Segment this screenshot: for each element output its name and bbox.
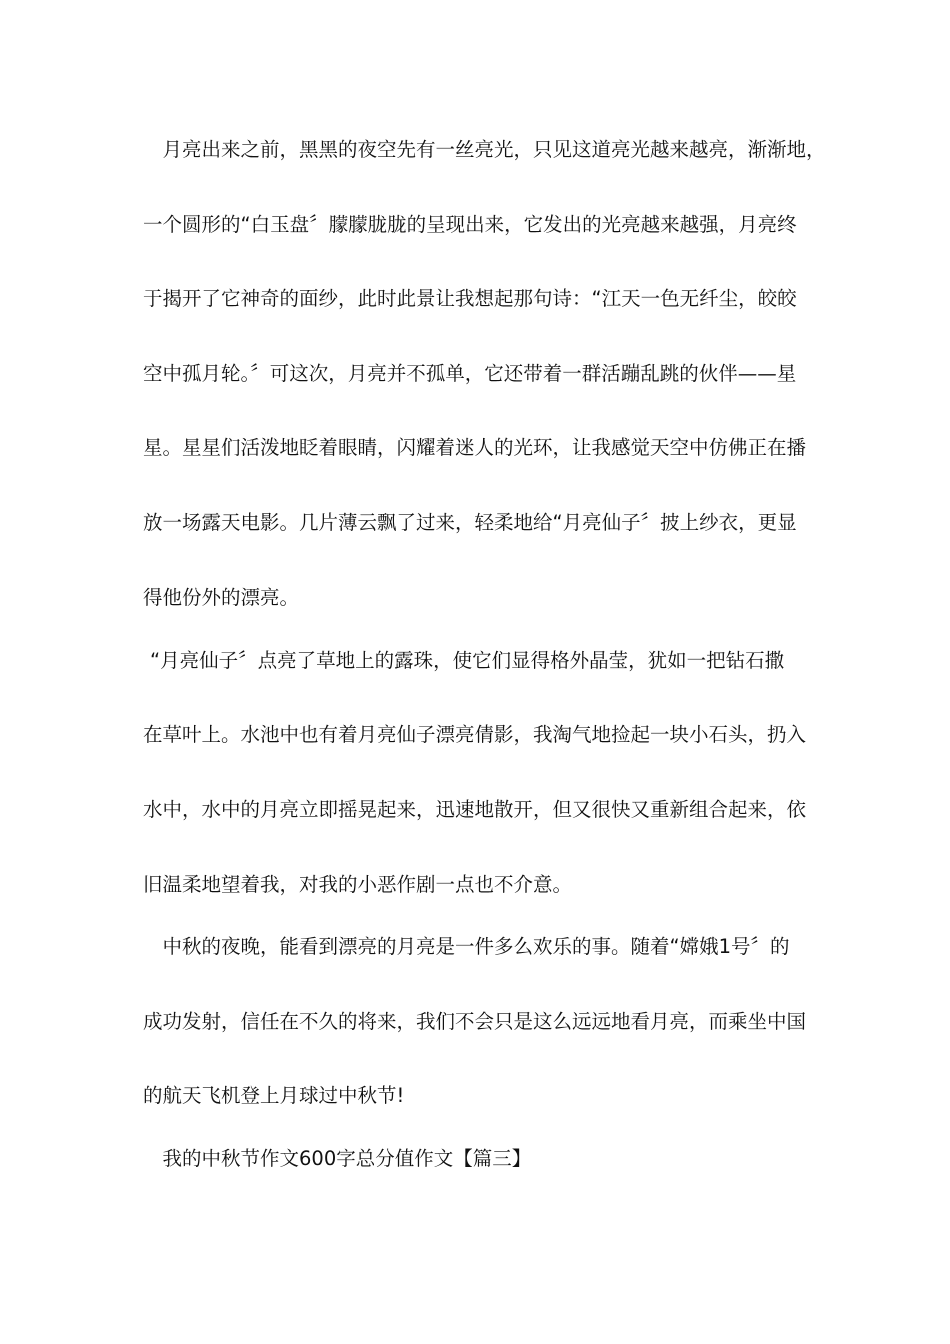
paragraph-3-line-3: 的航天飞机登上月球过中秋节! <box>143 1084 405 1107</box>
paragraph-1-line-5: 星。星星们活泼地眨着眼睛，闪耀着迷人的光环，让我感觉天空中仿佛正在播 <box>143 436 807 459</box>
paragraph-2-line-3: 水中，水中的月亮立即摇晃起来，迅速地散开，但又很快又重新组合起来，依 <box>143 798 807 821</box>
paragraph-1-line-7: 得他份外的漂亮。 <box>143 586 300 609</box>
paragraph-1-line-3: 于揭开了它神奇的面纱，此时此景让我想起那句诗：“江天一色无纤尘，皎皎 <box>143 287 797 310</box>
paragraph-1-line-2: 一个圆形的“白玉盘〞朦朦胧胧的呈现出来，它发出的光亮越来越强，月亮终 <box>143 213 797 236</box>
paragraph-1-line-4: 空中孤月轮。〞可这次，月亮并不孤单，它还带着一群活蹦乱跳的伙伴——星 <box>143 362 797 385</box>
paragraph-3-line-2: 成功发射，信任在不久的将来，我们不会只是这么远远地看月亮，而乘坐中国 <box>143 1010 807 1033</box>
paragraph-2-line-4: 旧温柔地望着我，对我的小恶作剧一点也不介意。 <box>143 873 573 896</box>
paragraph-1-line-1: 月亮出来之前，黑黑的夜空先有一丝亮光，只见这道亮光越来越亮，渐渐地， <box>143 138 826 161</box>
section-heading: 我的中秋节作文600字总分值作文【篇三】 <box>143 1147 532 1170</box>
paragraph-2-line-1: “月亮仙子〞点亮了草地上的露珠，使它们显得格外晶莹，犹如一把钻石撒 <box>150 649 785 672</box>
paragraph-2-line-2: 在草叶上。水池中也有着月亮仙子漂亮倩影，我淘气地捡起一块小石头，扔入 <box>143 723 807 746</box>
paragraph-1-line-6: 放一场露天电影。几片薄云飘了过来，轻柔地给“月亮仙子〞披上纱衣，更显 <box>143 511 797 534</box>
paragraph-3-line-1: 中秋的夜晚，能看到漂亮的月亮是一件多么欢乐的事。随着“嫦娥1号〞的 <box>143 935 790 958</box>
